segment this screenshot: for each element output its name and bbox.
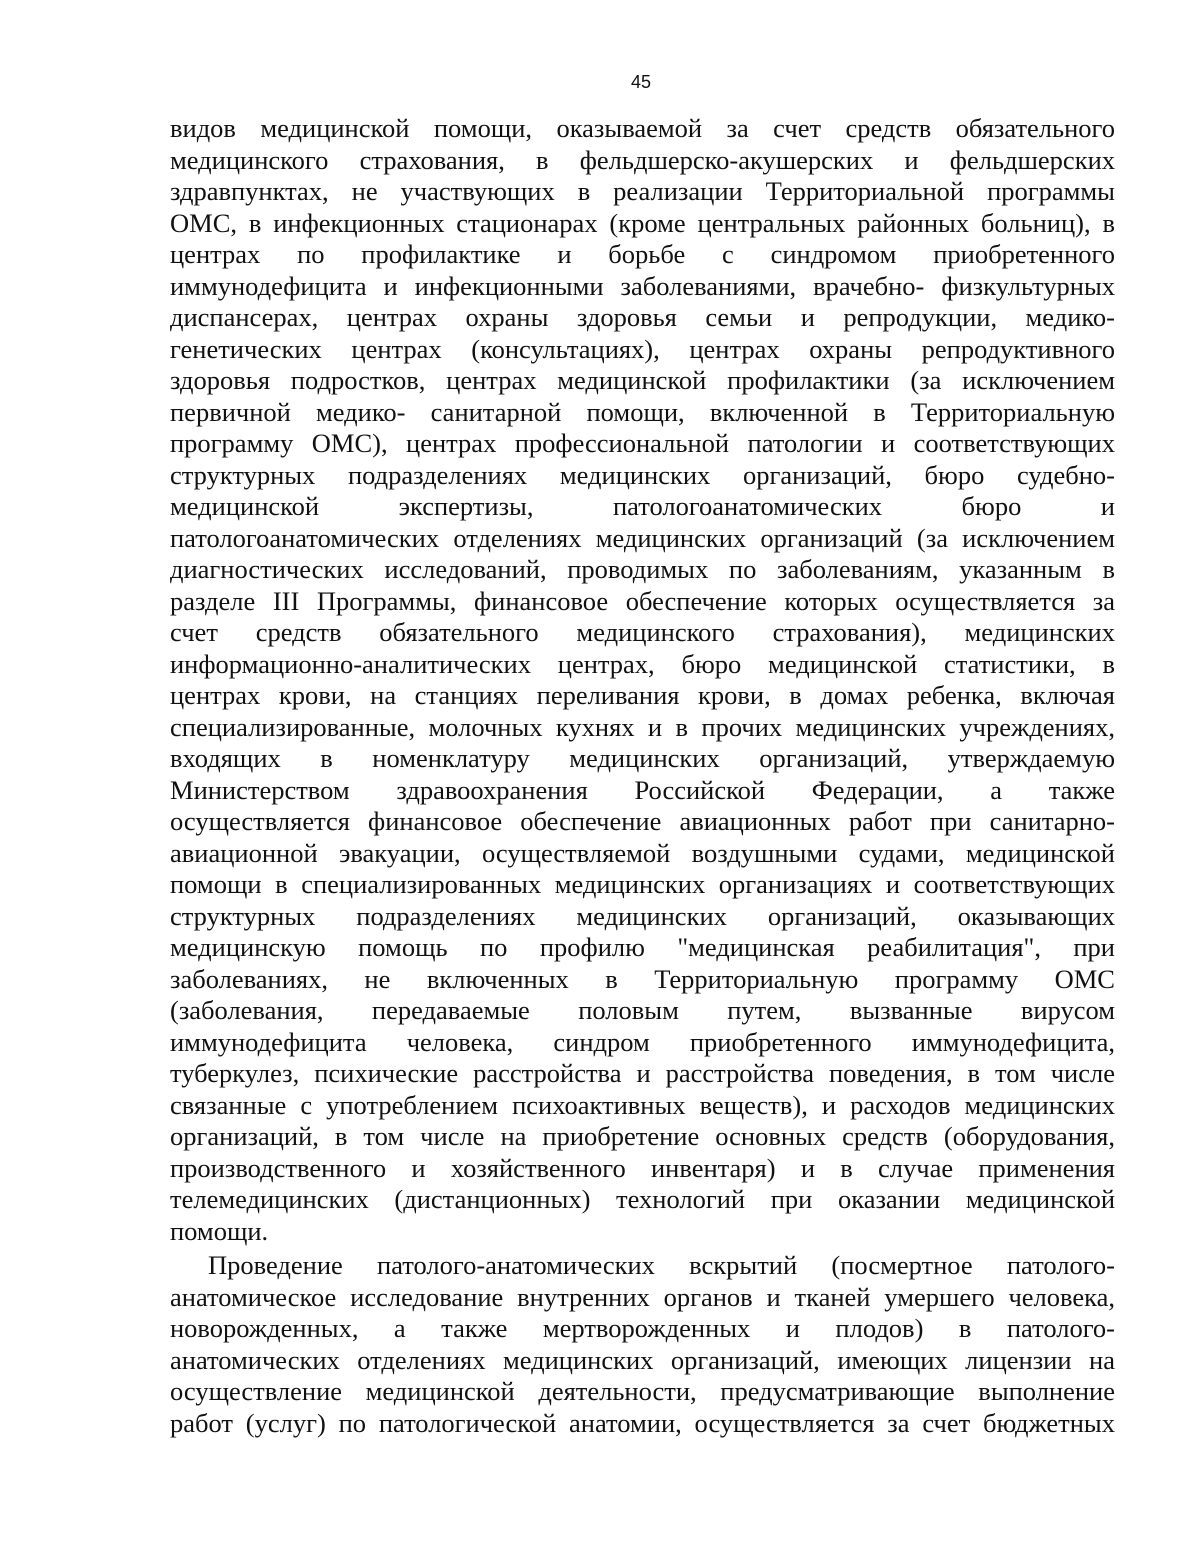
text-line: работ (услуг) по патологической анатомии, осуществляется за счет бюджетных <box>170 1407 1115 1438</box>
text-line: Проведение патолого-анатомических вскрытий (посмертное патолого- <box>208 1250 1115 1280</box>
text-line: генетических центрах (консультациях), центрах охраны репродуктивного <box>170 333 1115 364</box>
text-line: производственного и хозяйственного инвентаря) и в случае применения <box>170 1152 1115 1183</box>
text-line: иммунодефицита и инфекционными заболеваниями, врачебно- физкультурных <box>170 270 1115 301</box>
page-number: 45 <box>630 72 652 92</box>
text-line: организаций, в том числе на приобретение основных средств (оборудования, <box>170 1121 1115 1151</box>
text-line: авиационной эвакуации, осуществляемой воздушными судами, медицинской <box>170 837 1115 868</box>
text-line: связанные с употреблением психоактивных веществ), и расходов медицинских <box>170 1089 1115 1120</box>
text-line: видов медицинской помощи, оказываемой за счет средств обязательного <box>170 113 1115 143</box>
text-line: медицинского страхования, в фельдшерско-акушерских и фельдшерских <box>170 144 1115 175</box>
text-line: центрах по профилактике и борьбе с синдромом приобретенного <box>170 239 1115 269</box>
text-line: здравпунктах, не участвующих в реализации Территориальной программы <box>170 176 1115 206</box>
text-line: счет средств обязательного медицинского страхования), медицинских <box>170 617 1115 647</box>
text-line: специализированные, молочных кухнях и в прочих медицинских учреждениях, <box>170 711 1115 742</box>
text-line: разделе III Программы, финансовое обеспечение которых осуществляется за <box>170 585 1115 616</box>
text-line: структурных подразделениях медицинских организаций, бюро судебно- <box>170 459 1115 490</box>
body-text <box>170 113 1115 1439</box>
text-line: анатомическое исследование внутренних органов и тканей умершего человека, <box>170 1281 1115 1312</box>
text-line: (заболевания, передаваемые половым путем, вызванные вирусом <box>170 995 1115 1025</box>
text-line: анатомических отделениях медицинских организаций, имеющих лицензии на <box>170 1344 1115 1375</box>
text-line: первичной медико- санитарной помощи, включенной в Территориальную <box>170 396 1115 427</box>
text-line: диагностических исследований, проводимых по заболеваниям, указанным в <box>170 554 1115 584</box>
text-line: новорожденных, а также мертворожденных и плодов) в патолого- <box>170 1313 1115 1343</box>
text-line: здоровья подростков, центрах медицинской профилактики (за исключением <box>170 365 1115 395</box>
text-line: информационно-аналитических центрах, бюро медицинской статистики, в <box>170 648 1115 679</box>
text-line: осуществление медицинской деятельности, предусматривающие выполнение <box>170 1376 1115 1406</box>
text-line: туберкулез, психические расстройства и расстройства поведения, в том числе <box>170 1058 1115 1088</box>
text-line: входящих в номенклатуру медицинских организаций, утверждаемую <box>170 743 1115 773</box>
text-line: программу ОМС), центрах профессиональной патологии и соответствующих <box>170 428 1115 458</box>
text-line: структурных подразделениях медицинских организаций, оказывающих <box>170 900 1115 931</box>
text-line: медицинскую помощь по профилю "медицинская реабилитация", при <box>170 932 1115 962</box>
text-line: иммунодефицита человека, синдром приобретенного иммунодефицита, <box>170 1026 1115 1057</box>
text-line: заболеваниях, не включенных в Территориальную программу ОМС <box>170 963 1115 994</box>
paragraph-1 <box>170 113 1115 1247</box>
text-line: помощи в специализированных медицинских организациях и соответствующих <box>170 869 1115 899</box>
paragraph-2 <box>170 1250 1115 1439</box>
text-line: осуществляется финансовое обеспечение авиационных работ при санитарно- <box>170 806 1115 836</box>
text-line: медицинской экспертизы, патологоанатомических бюро и <box>170 491 1115 521</box>
text-line: диспансерах, центрах охраны здоровья семьи и репродукции, медико- <box>170 302 1115 332</box>
text-line: Министерством здравоохранения Российской Федерации, а также <box>170 774 1115 805</box>
text-line: центрах крови, на станциях переливания крови, в домах ребенка, включая <box>170 680 1115 710</box>
text-line: патологоанатомических отделениях медицинских организаций (за исключением <box>170 522 1115 553</box>
text-line: помощи. <box>170 1215 269 1246</box>
text-line: ОМС, в инфекционных стационарах (кроме центральных районных больниц), в <box>170 207 1115 238</box>
text-line: телемедицинских (дистанционных) технологий при оказании медицинской <box>170 1184 1115 1214</box>
